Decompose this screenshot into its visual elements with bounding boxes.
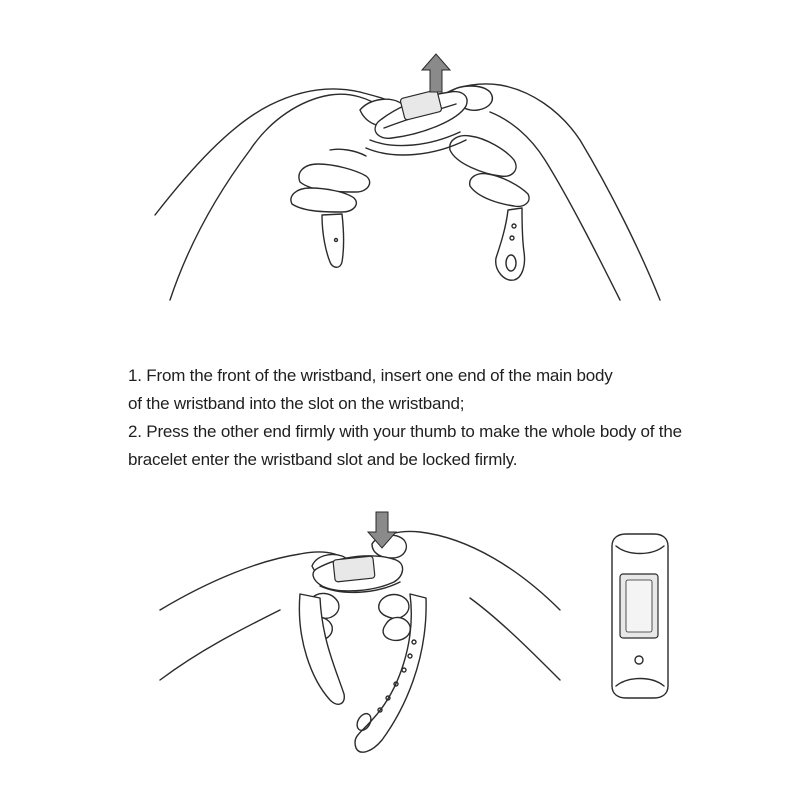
- wristband-strap: [299, 594, 426, 752]
- right-hand: [448, 84, 660, 300]
- instruction-line-2: of the wristband into the slot on the wristband;: [128, 394, 465, 413]
- step-two-illustration: [0, 490, 800, 800]
- right-strap: [496, 208, 525, 280]
- left-strap: [322, 214, 344, 267]
- step-one-illustration: [0, 0, 800, 330]
- right-hand: [372, 531, 560, 680]
- tracker-capsule: [375, 90, 467, 139]
- instruction-text: [128, 362, 728, 474]
- instruction-line-1: 1. From the front of the wristband, insert one end of the main body: [128, 366, 613, 385]
- completed-band-illustration: [612, 534, 668, 698]
- instruction-line-4: bracelet enter the wristband slot and be locked firmly.: [128, 450, 518, 469]
- left-hand: [155, 89, 406, 300]
- arrow-up-icon: [422, 54, 450, 92]
- instruction-line-3: 2. Press the other end firmly with your thumb to make the whole body of the: [128, 422, 682, 441]
